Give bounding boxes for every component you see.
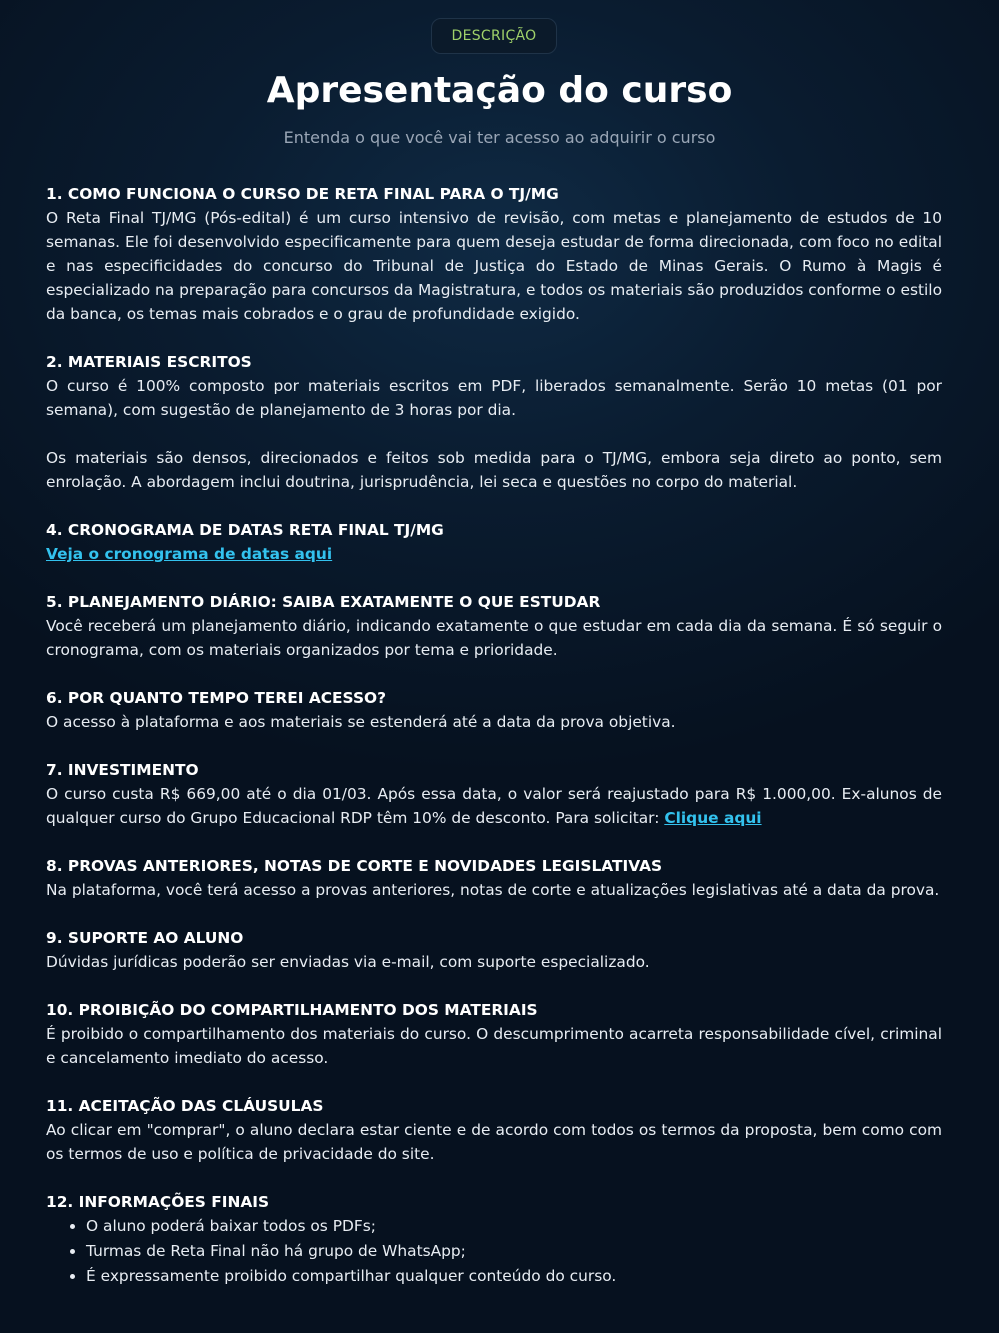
list-item: • É expressamente proibido compartilhar qualquer conteúdo do curso. xyxy=(86,1264,942,1289)
section-11-body: Ao clicar em "comprar", o aluno declara estar ciente e de acordo com todos os termos da proposta, bem como com os termos de uso e política de privacidade do site. xyxy=(46,1121,942,1163)
section-9-heading: 9. SUPORTE AO ALUNO xyxy=(46,929,244,947)
section-4-heading: 4. CRONOGRAMA DE DATAS RETA FINAL TJ/MG xyxy=(46,521,444,539)
section-7-body xyxy=(46,782,942,830)
section-7-text: O curso custa R$ 669,00 até o dia 01/03. Após essa data, o valor será reajustado para R$ 1.000,00. Ex-alunos de qualquer curso do Grupo Educacional RDP têm 10% de desconto. Para solicitar: xyxy=(46,785,942,827)
section-11-heading: 11. ACEITAÇÃO DAS CLÁUSULAS xyxy=(46,1097,324,1115)
section-2-heading: 2. MATERIAIS ESCRITOS xyxy=(46,353,252,371)
section-1-heading: 1. COMO FUNCIONA O CURSO DE RETA FINAL PARA O TJ/MG xyxy=(46,185,559,203)
section-2-body-2: Os materiais são densos, direcionados e feitos sob medida para o TJ/MG, embora seja direto ao ponto, sem enrolação. A abordagem inclui doutrina, jurisprudência, lei seca e questões no corpo do material. xyxy=(46,449,942,491)
section-8-body: Na plataforma, você terá acesso a provas anteriores, notas de corte e atualizações legislativas até a data da prova. xyxy=(46,881,940,899)
list-item: • Turmas de Reta Final não há grupo de WhatsApp; xyxy=(86,1239,942,1264)
section-12-heading: 12. INFORMAÇÕES FINAIS xyxy=(46,1193,270,1211)
section-6-heading: 6. POR QUANTO TEMPO TEREI ACESSO? xyxy=(46,689,387,707)
section-10-heading: 10. PROIBIÇÃO DO COMPARTILHAMENTO DOS MATERIAIS xyxy=(46,1001,538,1019)
section-4-body xyxy=(46,542,942,566)
page-title: Apresentação do curso xyxy=(266,70,733,111)
section-9-body: Dúvidas jurídicas poderão ser enviadas via e-mail, com suporte especializado. xyxy=(46,953,650,971)
discount-link[interactable]: Clique aqui xyxy=(664,809,762,827)
section-5-heading: 5. PLANEJAMENTO DIÁRIO: SAIBA EXATAMENTE O QUE ESTUDAR xyxy=(46,593,601,611)
section-7-heading: 7. INVESTIMENTO xyxy=(46,761,199,779)
section-1-body: O Reta Final TJ/MG (Pós-edital) é um curso intensivo de revisão, com metas e planejamento de estudos de 10 semanas. Ele foi desenvolvido especificamente para quem deseja estudar de forma direcionada, com foco no edital e nas especificidades do concurso do Tribunal de Justiça do Estado de Minas Gerais. O Rumo à Magis é especializado na preparação para concursos da Magistratura, e todos os materiais são produzidos conforme o estilo da banca, os temas mais cobrados e o grau de profundidade exigido. xyxy=(46,209,942,323)
section-6-body: O acesso à plataforma e aos materiais se estenderá até a data da prova objetiva. xyxy=(46,713,676,731)
schedule-link[interactable]: Veja o cronograma de datas aqui xyxy=(46,545,333,563)
course-description xyxy=(46,182,942,1289)
description-badge: DESCRIÇÃO xyxy=(431,18,557,54)
section-8-heading: 8. PROVAS ANTERIORES, NOTAS DE CORTE E NOVIDADES LEGISLATIVAS xyxy=(46,857,663,875)
list-item: • O aluno poderá baixar todos os PDFs; xyxy=(86,1214,942,1239)
section-2-body: O curso é 100% composto por materiais escritos em PDF, liberados semanalmente. Serão 10 metas (01 por semana), com sugestão de planejamento de 3 horas por dia. xyxy=(46,377,942,419)
final-info-list xyxy=(46,1214,942,1289)
section-5-body: Você receberá um planejamento diário, indicando exatamente o que estudar em cada dia da semana. É só seguir o cronograma, com os materiais organizados por tema e prioridade. xyxy=(46,617,942,659)
section-10-body: É proibido o compartilhamento dos materiais do curso. O descumprimento acarreta responsabilidade cível, criminal e cancelamento imediato do acesso. xyxy=(46,1025,942,1067)
page-subtitle: Entenda o que você vai ter acesso ao adquirir o curso xyxy=(283,128,716,147)
